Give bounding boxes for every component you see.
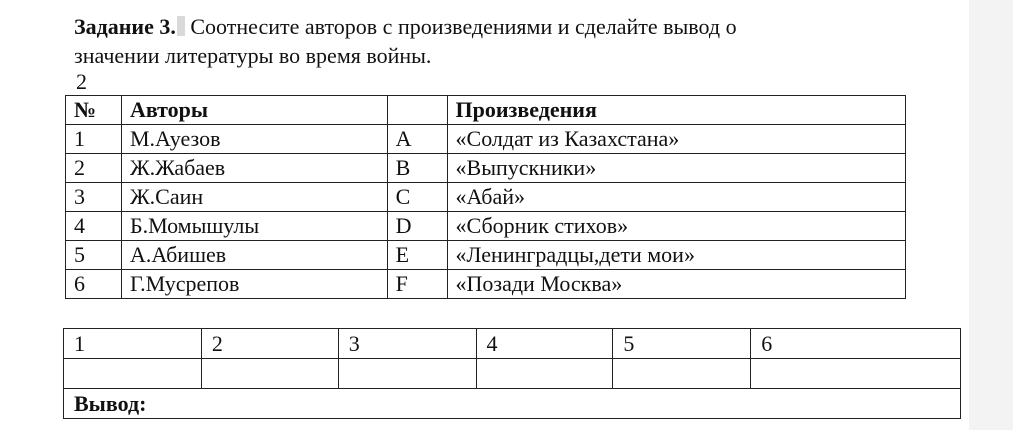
answer-cell[interactable] (201, 359, 338, 389)
table-row (66, 241, 906, 270)
author-name: А.Абишев (121, 241, 387, 270)
matching-table-header (66, 96, 906, 125)
header-authors: Авторы (121, 96, 387, 125)
work-letter: A (387, 125, 447, 154)
author-name: Ж.Саин (121, 183, 387, 212)
work-letter: B (387, 154, 447, 183)
table-row (66, 270, 906, 299)
work-letter: C (387, 183, 447, 212)
task-title: Задание 3. (74, 14, 176, 39)
author-name: М.Ауезов (121, 125, 387, 154)
work-title: «Позади Москва» (447, 270, 905, 299)
answer-numbers-row (64, 329, 961, 359)
row-number: 1 (66, 125, 122, 154)
work-title: «Солдат из Казахстана» (447, 125, 905, 154)
header-letter (387, 96, 447, 125)
answer-number: 5 (613, 329, 751, 359)
row-number: 3 (66, 183, 122, 212)
answer-cell[interactable] (64, 359, 202, 389)
answer-cell[interactable] (613, 359, 751, 389)
work-title: «Абай» (447, 183, 905, 212)
table-row (66, 183, 906, 212)
author-name: Б.Момышулы (121, 212, 387, 241)
work-title: «Выпускники» (447, 154, 905, 183)
work-title: «Ленинградцы,дети мои» (447, 241, 905, 270)
task-instruction-line2: значении литературы во время войны. (74, 43, 432, 68)
answer-number: 6 (751, 329, 961, 359)
header-number: № (66, 96, 122, 125)
answer-cell[interactable] (751, 359, 961, 389)
answer-fill-row (64, 359, 961, 389)
answer-table (63, 328, 961, 419)
row-number: 6 (66, 270, 122, 299)
answer-number: 4 (476, 329, 613, 359)
side-margin (969, 0, 1013, 430)
work-letter: E (387, 241, 447, 270)
text-cursor (177, 16, 185, 36)
answer-number: 1 (64, 329, 202, 359)
table-row (66, 125, 906, 154)
row-number: 4 (66, 212, 122, 241)
work-title: «Сборник стихов» (447, 212, 905, 241)
conclusion-row (64, 389, 961, 419)
conclusion-label[interactable]: Вывод: (64, 389, 961, 419)
header-works: Произведения (447, 96, 905, 125)
table-row (66, 212, 906, 241)
task-text (74, 12, 954, 70)
answer-number: 2 (201, 329, 338, 359)
page-number: 2 (76, 69, 87, 94)
work-letter: D (387, 212, 447, 241)
author-name: Ж.Жабаев (121, 154, 387, 183)
row-number: 5 (66, 241, 122, 270)
answer-cell[interactable] (338, 359, 476, 389)
answer-cell[interactable] (476, 359, 613, 389)
task-instruction-line1: Соотнесите авторов с произведениями и сделайте вывод о (190, 14, 737, 39)
row-number: 2 (66, 154, 122, 183)
author-name: Г.Мусрепов (121, 270, 387, 299)
work-letter: F (387, 270, 447, 299)
answer-number: 3 (338, 329, 476, 359)
matching-table (65, 95, 906, 299)
table-row (66, 154, 906, 183)
